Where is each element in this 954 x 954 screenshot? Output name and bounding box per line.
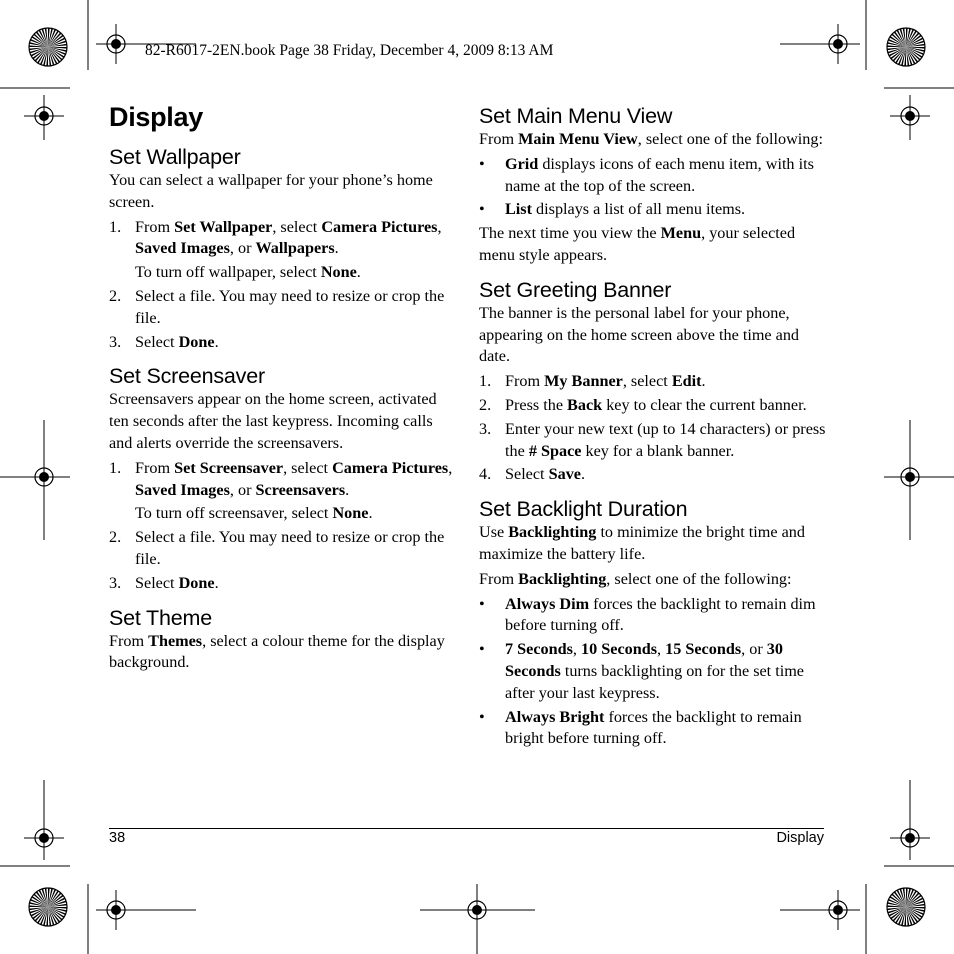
menu-term: Back (567, 395, 603, 414)
menu-term: Wallpapers (255, 239, 335, 258)
menu-term: Backlighting (518, 569, 607, 588)
step-number: 3. (109, 332, 122, 351)
wallpaper-intro: You can select a wallpaper for your phone’s home screen. (109, 171, 433, 211)
bullet-text: , (657, 640, 666, 659)
screensaver-step-2 (109, 527, 454, 571)
step-number: 2. (109, 528, 122, 547)
starburst-target-icon (887, 28, 925, 66)
menu-term: Always Bright (505, 707, 605, 726)
menu-term: 7 Seconds (505, 640, 573, 659)
left-column (109, 100, 454, 677)
menu-term: 15 Seconds (665, 640, 742, 659)
menu-term: 30 Seconds (505, 640, 783, 680)
paragraph-text: From (109, 631, 149, 650)
step-text: . (214, 573, 219, 592)
bullet: • (479, 594, 485, 613)
step-text: . (214, 332, 219, 351)
paragraph-text: to minimize the bright time and maximize the battery life. (479, 523, 805, 563)
menu-term: Always Dim (505, 594, 590, 613)
paragraph-text: Use (479, 523, 509, 542)
backlight-option-always-dim (479, 594, 829, 638)
bullet-text: forces the backlight to remain dim before turning off. (505, 594, 816, 635)
theme-paragraph (109, 631, 454, 675)
menu-term: Set Wallpaper (174, 217, 273, 236)
step-number: 2. (109, 286, 122, 305)
menu-term: Done (178, 332, 215, 351)
mainmenu-option-list (479, 199, 829, 221)
menu-term: Backlighting (508, 523, 597, 542)
heading-set-wallpaper: Set Wallpaper (109, 145, 241, 169)
step-text: Select (505, 465, 549, 484)
wallpaper-turn-off-note (135, 262, 454, 284)
step-text: key for a blank banner. (581, 441, 735, 460)
paragraph-text: From (479, 130, 519, 148)
step-text: . (334, 239, 339, 258)
step-number: 1. (479, 372, 492, 391)
heading-set-greeting-banner: Set Greeting Banner (479, 277, 672, 302)
bullet-text: , (572, 640, 582, 659)
step-number: 3. (479, 419, 492, 438)
wallpaper-steps (109, 217, 454, 354)
step-text: Select a file. You may need to resize or crop the file. (135, 528, 445, 568)
step-text: , select (622, 372, 672, 391)
step-text: , (437, 217, 442, 236)
menu-term: Themes (148, 631, 203, 650)
step-text: . (701, 372, 706, 391)
backlight-from (479, 569, 829, 591)
menu-term: Saved Images (135, 480, 230, 499)
banner-step-4 (479, 464, 829, 486)
step-text: Select (135, 573, 179, 592)
paragraph-text: From (479, 569, 519, 588)
menu-term: Edit (671, 372, 702, 391)
menu-term: My Banner (544, 372, 623, 391)
bullet-text: turns backlighting on for the set time after your last keypress. (505, 661, 804, 702)
step-text: Press the (505, 395, 568, 414)
step-text: Select a file. You may need to resize or crop the file. (135, 286, 445, 327)
backlight-intro (479, 522, 829, 566)
menu-term: Menu (660, 224, 702, 243)
wallpaper-step-1 (109, 217, 454, 284)
right-column (479, 100, 829, 752)
menu-term: Camera Pictures (321, 217, 438, 236)
menu-term: Grid (505, 154, 539, 173)
wallpaper-step-3 (109, 332, 454, 354)
step-text: . (580, 465, 586, 484)
page-title: Display (109, 102, 203, 132)
bullet: • (479, 154, 485, 173)
book-header-line: 82-R6017-2EN.book Page 38 Friday, December 4, 2009 8:13 AM (145, 42, 554, 59)
paragraph-text: , select a colour theme for the display background. (109, 631, 445, 672)
paragraph-text: , select one of the following: (637, 130, 823, 148)
mainmenu-intro (479, 129, 829, 151)
step-number: 2. (479, 395, 492, 414)
menu-term: Screensavers (255, 480, 346, 499)
starburst-target-icon (887, 888, 925, 926)
backlight-options (479, 594, 829, 751)
banner-step-3 (479, 419, 829, 463)
menu-term: Save (548, 465, 581, 484)
footer-rule (109, 828, 824, 829)
heading-set-screensaver: Set Screensaver (109, 364, 265, 389)
screensaver-intro: Screensavers appear on the home screen, activated ten seconds after the last keypress. Incoming calls and alerts override the screensavers. (109, 390, 437, 452)
menu-term: Camera Pictures (332, 458, 449, 477)
heading-set-theme: Set Theme (109, 605, 212, 630)
step-text: From (135, 458, 175, 477)
bullet-text: displays a list of all menu items. (532, 200, 746, 219)
step-text: , or (229, 480, 256, 499)
step-text: Select (135, 332, 179, 351)
menu-term: Set Screensaver (174, 458, 284, 477)
backlight-option-always-bright (479, 707, 829, 751)
note-text: . (368, 504, 373, 523)
mainmenu-outro (479, 223, 829, 267)
menu-term: Done (178, 573, 215, 592)
menu-term: # Space (528, 441, 582, 460)
step-text: , (448, 458, 453, 477)
banner-intro: The banner is the personal label for your phone, appearing on the home screen above the time and date. (479, 303, 800, 366)
paragraph-text: The next time you view the (479, 224, 661, 243)
step-number: 4. (479, 465, 492, 484)
paragraph-text: , select one of the following: (606, 569, 792, 588)
menu-term: Main Menu View (518, 130, 638, 148)
step-number: 3. (109, 573, 122, 592)
footer-section-name: Display (776, 830, 824, 846)
note-text: To turn off wallpaper, select (135, 263, 321, 282)
step-text: . (345, 480, 350, 499)
bullet-text: displays icons of each menu item, with its name at the top of the screen. (505, 154, 814, 195)
bullet-text: , or (741, 640, 767, 659)
screensaver-step-1 (109, 458, 454, 525)
step-text: Enter your new text (up to 14 characters) or press the (505, 419, 826, 460)
bullet-text: forces the backlight to remain bright before turning off. (505, 707, 802, 748)
menu-term: Saved Images (135, 239, 230, 258)
heading-set-backlight-duration: Set Backlight Duration (479, 497, 688, 522)
page-number: 38 (109, 830, 126, 846)
bullet: • (479, 640, 485, 659)
starburst-target-icon (29, 888, 67, 926)
mainmenu-options (479, 154, 829, 221)
step-text: From (505, 372, 545, 391)
step-text: From (135, 217, 175, 236)
step-text: , select (283, 458, 333, 477)
banner-step-2 (479, 395, 829, 417)
starburst-target-icon (29, 28, 67, 66)
bullet: • (479, 707, 485, 726)
menu-term: None (320, 263, 357, 282)
step-text: key to clear the current banner. (602, 395, 807, 414)
mainmenu-option-grid (479, 154, 829, 198)
step-number: 1. (109, 217, 122, 236)
step-number: 1. (109, 458, 122, 477)
banner-step-1 (479, 371, 829, 393)
note-text: . (356, 263, 361, 282)
step-text: , or (229, 239, 256, 258)
backlight-option-seconds (479, 639, 829, 704)
screensaver-steps (109, 458, 454, 595)
screensaver-step-3 (109, 573, 454, 595)
menu-term: List (505, 200, 532, 219)
heading-set-main-menu-view: Set Main Menu View (479, 104, 673, 128)
paragraph-text: , your selected menu style appears. (479, 224, 796, 264)
wallpaper-step-2 (109, 286, 454, 330)
bullet: • (479, 200, 485, 219)
screensaver-turn-off-note (135, 503, 454, 525)
step-text: , select (272, 217, 322, 236)
menu-term: None (332, 504, 369, 523)
menu-term: 10 Seconds (581, 640, 658, 659)
banner-steps (479, 371, 829, 486)
note-text: To turn off screensaver, select (135, 504, 333, 523)
